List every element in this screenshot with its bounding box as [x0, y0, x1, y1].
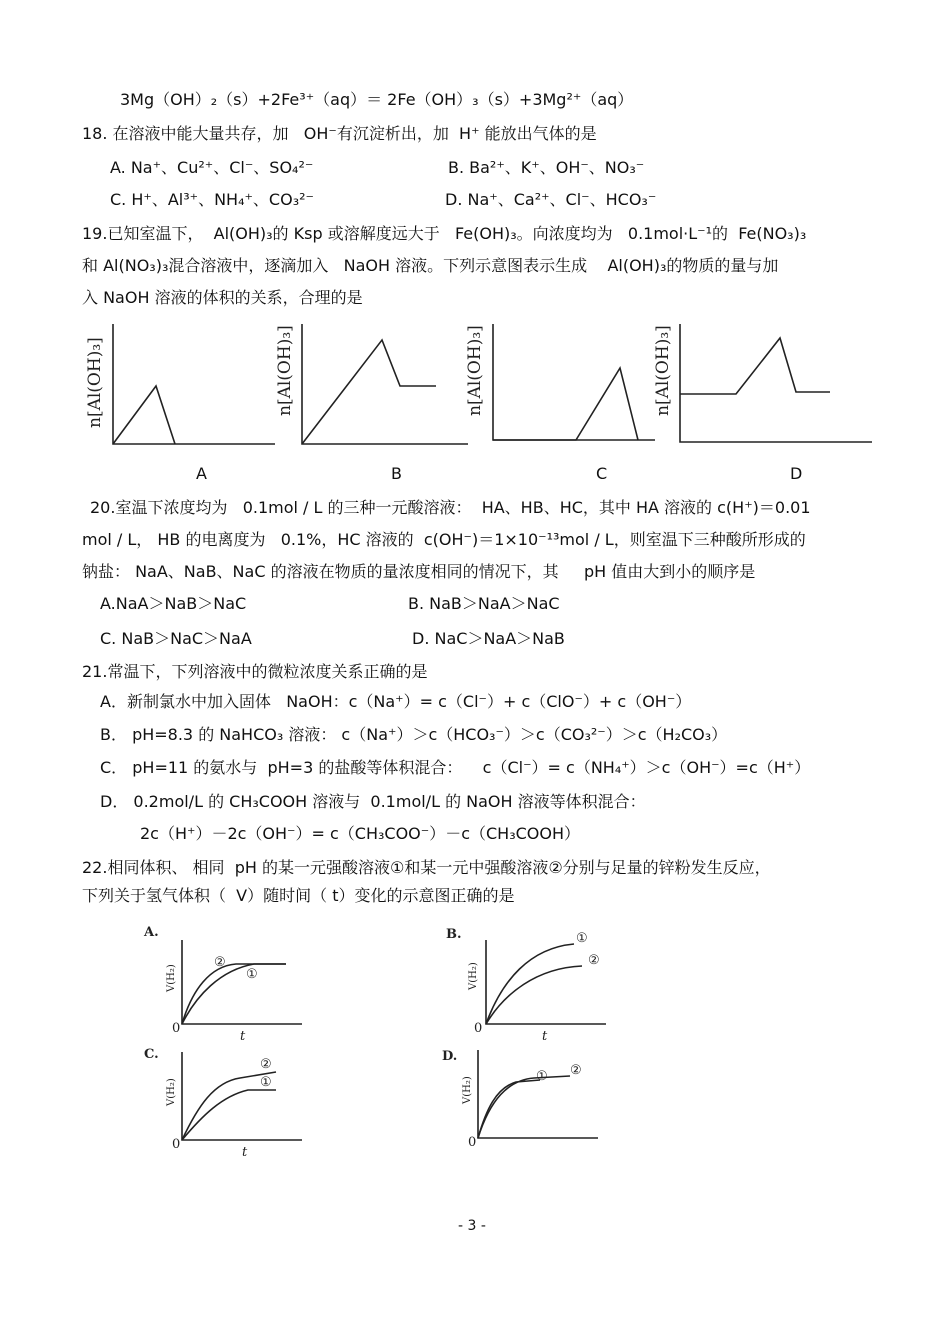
q19-graph-d-axes — [680, 324, 872, 442]
q20-option-a: A.NaA＞NaB＞NaC — [100, 594, 247, 613]
q22-xlabel-b: t — [542, 1029, 548, 1044]
q18-option-d: D. Na⁺、Ca²⁺、Cl⁻、HCO₃⁻ — [445, 190, 657, 209]
q22-xlabel-c: t — [242, 1145, 248, 1160]
q19-label-a: A — [196, 464, 207, 483]
q22-graphs — [130, 920, 630, 1160]
q22-curve-d-1 — [478, 1080, 540, 1138]
question-22-line2: 下列关于氢气体积（ V）随时间（ t）变化的示意图正确的是 — [82, 886, 515, 905]
q22-mark1-d: ① — [536, 1069, 548, 1084]
q22-ylabel-a: V(H₂) — [166, 964, 177, 992]
q22-origin-b: 0 — [474, 1021, 483, 1036]
q21-option-d: D． 0.2mol/L 的 CH₃COOH 溶液与 0.1mol/L 的 NaOH 溶液等体积混合： — [100, 792, 646, 811]
q19-ylabel-a: n[Al(OH)₃] — [85, 337, 105, 428]
q19-label-c: C — [596, 464, 608, 483]
q22-mark2-d: ② — [570, 1063, 582, 1078]
q18-option-c: C. H⁺、Al³⁺、NH₄⁺、CO₃²⁻ — [110, 190, 314, 209]
q20-option-d: D. NaC＞NaA＞NaB — [412, 629, 565, 648]
q19-graph-d-curve — [680, 338, 830, 394]
q22-mark1-a: ① — [246, 967, 258, 982]
q18-option-b: B. Ba²⁺、K⁺、OH⁻、NO₃⁻ — [448, 158, 645, 177]
q19-graph-a-curve — [113, 386, 175, 444]
page-number: - 3 - — [458, 1218, 486, 1234]
q22-mark1-c: ① — [260, 1075, 272, 1090]
q22-curve-b-2 — [486, 966, 582, 1024]
q22-mark2-b: ② — [588, 953, 600, 968]
q21-option-d-formula: 2c（H⁺）－2c（OH⁻）= c（CH₃COO⁻）－c（CH₃COOH） — [140, 824, 581, 843]
q19-graph-a-axes — [113, 324, 275, 444]
q19-ylabel-b: n[Al(OH)₃] — [275, 325, 295, 416]
q22-origin-c: 0 — [172, 1137, 181, 1152]
q19-ylabel-c: n[Al(OH)₃] — [465, 325, 485, 416]
question-19-line2: 和 Al(NO₃)₃混合溶液中，逐滴加入 NaOH 溶液。下列示意图表示生成 Al(OH)₃的物质的量与加 — [82, 256, 779, 275]
q22-ylabel-c: V(H₂) — [166, 1078, 177, 1106]
q22-origin-d: 0 — [468, 1135, 477, 1150]
q21-option-a: A．新制氯水中加入固体 NaOH：c（Na⁺）= c（Cl⁻）+ c（ClO⁻）+ c（OH⁻） — [100, 692, 692, 711]
q22-curve-d-2 — [478, 1076, 570, 1138]
q22-graph-c-axes — [182, 1052, 302, 1140]
q18-option-a: A. Na⁺、Cu²⁺、Cl⁻、SO₄²⁻ — [110, 158, 314, 177]
q22-curve-a-1 — [182, 964, 286, 1024]
q19-label-b: B — [391, 464, 402, 483]
q22-curve-b-1 — [486, 944, 574, 1024]
question-22-line1: 22.相同体积、 相同 pH 的某一元强酸溶液①和某一元中强酸溶液②分别与足量的锌粉发生反应， — [82, 858, 771, 877]
q22-mark2-a: ② — [214, 955, 226, 970]
q19-label-d: D — [790, 464, 803, 483]
q20-option-c: C. NaB＞NaC＞NaA — [100, 629, 252, 648]
question-20-line3: 钠盐： NaA、NaB、NaC 的溶液在物质的量浓度相同的情况下，其 pH 值由大到小的顺序是 — [82, 562, 756, 581]
q19-graph-b-axes — [302, 324, 468, 444]
equation-line: 3Mg（OH）₂（s）+2Fe³⁺（aq）＝ 2Fe（OH）₃（s）+3Mg²⁺（aq） — [120, 90, 634, 109]
q22-graph-a-axes — [182, 940, 302, 1024]
question-21: 21.常温下，下列溶液中的微粒浓度关系正确的是 — [82, 662, 428, 681]
q22-ylabel-d: V(H₂) — [462, 1076, 473, 1104]
q22-mark2-c: ② — [260, 1057, 272, 1072]
q22-xlabel-a: t — [240, 1029, 246, 1044]
q22-label-c: C. — [144, 1047, 159, 1062]
q19-graph-b-curve — [302, 340, 436, 444]
q20-option-b: B. NaB＞NaA＞NaC — [408, 594, 560, 613]
q22-mark1-b: ① — [576, 931, 588, 946]
q22-label-d: D. — [442, 1049, 458, 1064]
q22-ylabel-b: V(H₂) — [468, 962, 479, 990]
q19-ylabel-d: n[Al(OH)₃] — [653, 325, 673, 416]
q21-option-c: C． pH=11 的氨水与 pH=3 的盐酸等体积混合： c（Cl⁻）= c（NH₄⁺）＞c（OH⁻）=c（H⁺） — [100, 758, 811, 777]
q22-curve-a-2 — [182, 964, 286, 1024]
question-20-line2: mol / L， HB 的电离度为 0.1%，HC 溶液的 c(OH⁻)＝1×10⁻¹³mol / L，则室温下三种酸所形成的 — [82, 530, 806, 549]
q22-label-b: B. — [446, 927, 462, 942]
q22-origin-a: 0 — [172, 1021, 181, 1036]
q22-label-a: A. — [144, 925, 159, 940]
question-19-line3: 入 NaOH 溶液的体积的关系，合理的是 — [82, 288, 363, 307]
q22-curve-c-1 — [182, 1090, 276, 1140]
q19-graph-c-curve — [493, 368, 638, 440]
question-18: 18. 在溶液中能大量共存，加 OH⁻有沉淀析出，加 H⁺ 能放出气体的是 — [82, 124, 597, 143]
q21-option-b: B． pH=8.3 的 NaHCO₃ 溶液： c（Na⁺）＞c（HCO₃⁻）＞c（CO₃²⁻）＞c（H₂CO₃） — [100, 725, 728, 744]
question-19-line1: 19.已知室温下， Al(OH)₃的 Ksp 或溶解度远大于 Fe(OH)₃。向浓度均为 0.1mol·L⁻¹的 Fe(NO₃)₃ — [82, 224, 807, 243]
q19-graph-c-axes — [493, 324, 655, 440]
question-20-line1: 20.室温下浓度均为 0.1mol / L 的三种一元酸溶液： HA、HB、HC，其中 HA 溶液的 c(H⁺)＝0.01 — [90, 498, 811, 517]
q19-graphs — [80, 316, 880, 456]
